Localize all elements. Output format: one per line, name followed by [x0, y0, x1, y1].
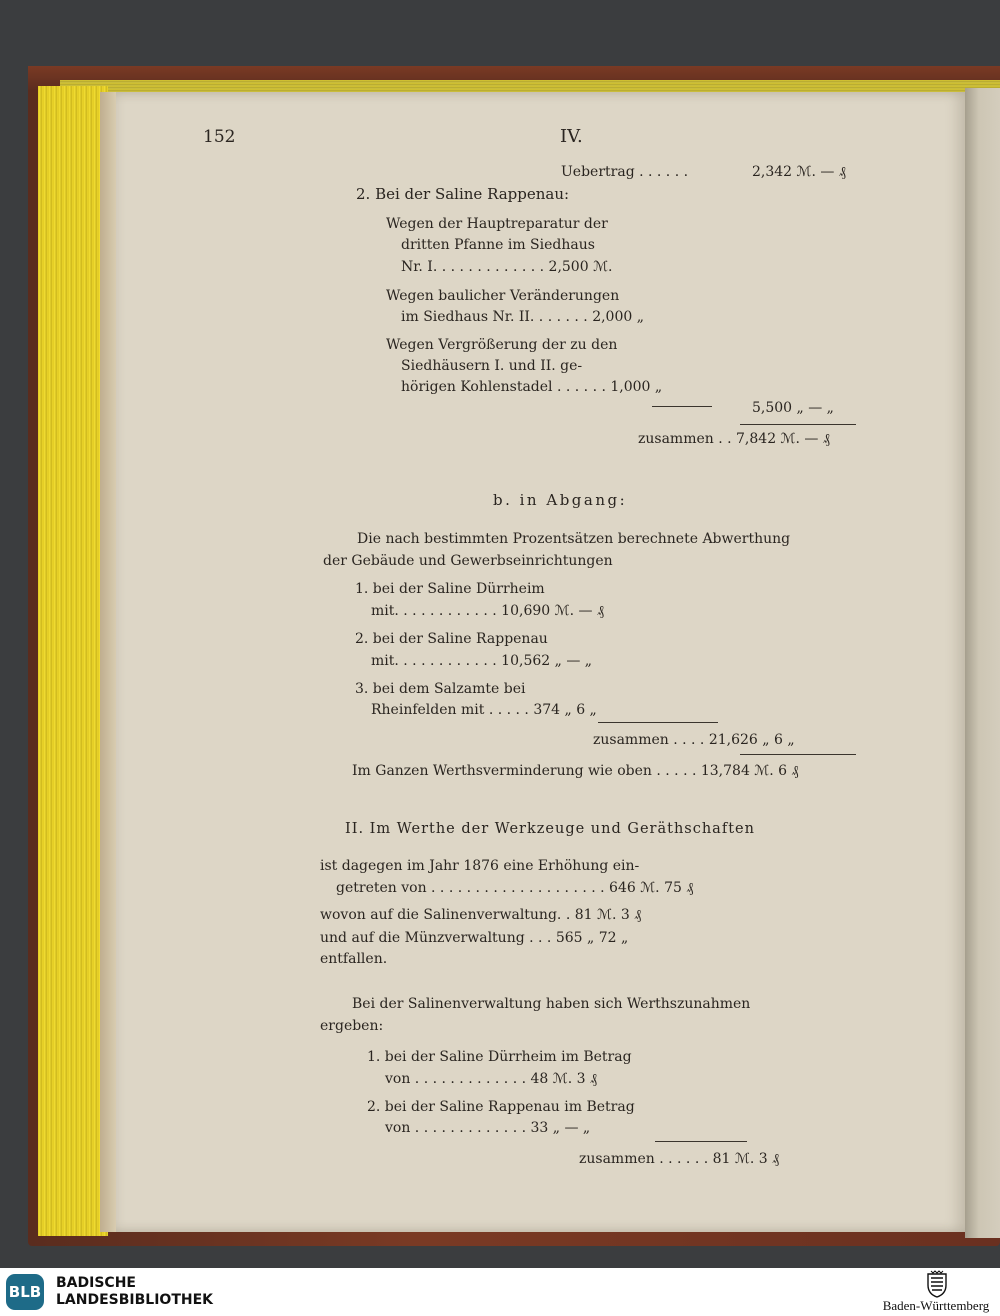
library-name-line2: LANDESBIBLIOTHEK: [56, 1292, 214, 1308]
library-name[interactable]: [56, 1275, 213, 1309]
section3-item2-value: von . . . . . . . . . . . . . 33 „ — „: [385, 1120, 591, 1136]
page-number: 152: [203, 127, 236, 147]
carry-value: 2,342 ℳ. — ₰: [752, 164, 846, 180]
section2-split-3: entfallen.: [320, 951, 388, 967]
abgang-item1-value: mit. . . . . . . . . . . . 10,690 ℳ. — ₰: [371, 603, 604, 619]
section-number: IV.: [560, 126, 583, 147]
item3-line3: hörigen Kohlenstadel . . . . . . 1,000 „: [401, 379, 663, 395]
abgang-item3-label: 3. bei dem Salzamte bei: [355, 681, 526, 697]
total-rule: [740, 424, 856, 425]
item2-line2: im Siedhaus Nr. II. . . . . . . 2,000 „: [401, 309, 644, 325]
item1-line3: Nr. I. . . . . . . . . . . . . 2,500 ℳ.: [401, 259, 613, 275]
abgang-intro-2: der Gebäude und Gewerbseinrichtungen: [323, 553, 613, 569]
page-edge-top: [60, 80, 1000, 92]
item2-line1: Wegen baulicher Veränderungen: [386, 288, 620, 304]
section2-split-2: und auf die Münzverwaltung . . . 565 „ 72 „: [320, 930, 629, 946]
section3-total: zusammen . . . . . . 81 ℳ. 3 ₰: [579, 1151, 780, 1167]
section3-item1-value: von . . . . . . . . . . . . . 48 ℳ. 3 ₰: [385, 1071, 598, 1087]
section2-line2: getreten von . . . . . . . . . . . . . . . . . . . . 646 ℳ. 75 ₰: [336, 880, 694, 896]
overall-reduction: Im Ganzen Werthsverminderung wie oben . . . . . 13,784 ℳ. 6 ₰: [352, 763, 799, 779]
abgang-total-rule: [740, 754, 856, 755]
section2-line1: ist dagegen im Jahr 1876 eine Erhöhung ein-: [320, 858, 640, 874]
abgang-item2-value: mit. . . . . . . . . . . . 10,562 „ — „: [371, 653, 593, 669]
rappenau-total: zusammen . . 7,842 ℳ. — ₰: [638, 431, 830, 447]
section3-rule: [655, 1141, 747, 1142]
blb-logo[interactable]: BLB: [6, 1274, 44, 1310]
abgang-intro-1: Die nach bestimmten Prozentsätzen berechnete Abwerthung: [357, 531, 791, 547]
section2-split-1: wovon auf die Salinenverwaltung. . 81 ℳ. 3 ₰: [320, 907, 642, 923]
page-edge-gilt: [38, 86, 108, 1236]
section3-item1-label: 1. bei der Saline Dürrheim im Betrag: [367, 1049, 632, 1065]
library-name-line1: BADISCHE: [56, 1275, 136, 1291]
section3-intro-2: ergeben:: [320, 1018, 384, 1034]
item3-line1: Wegen Vergrößerung der zu den: [386, 337, 618, 353]
abgang-heading: b. in Abgang:: [493, 491, 628, 509]
carry-label: Uebertrag . . . . . .: [561, 164, 689, 180]
facing-page-edge: [965, 88, 1000, 1238]
subtotal-rule: [652, 406, 712, 407]
item3-line2: Siedhäusern I. und II. ge-: [401, 358, 583, 374]
item1-line1: Wegen der Hauptreparatur der: [386, 216, 608, 232]
abgang-item1-label: 1. bei der Saline Dürrheim: [355, 581, 545, 597]
state-coat-of-arms-icon: [925, 1270, 949, 1298]
section2-heading: II. Im Werthe der Werkzeuge und Geräthschaften: [345, 821, 755, 837]
abgang-rule: [598, 722, 718, 723]
item1-line2: dritten Pfanne im Siedhaus: [401, 237, 595, 253]
page-gutter-shadow: [100, 92, 116, 1232]
section3-item2-label: 2. bei der Saline Rappenau im Betrag: [367, 1099, 635, 1115]
abgang-item3-value: Rheinfelden mit . . . . . 374 „ 6 „: [371, 702, 597, 718]
state-name: Baden-Württemberg: [882, 1298, 990, 1313]
abgang-item2-label: 2. bei der Saline Rappenau: [355, 631, 548, 647]
section3-intro-1: Bei der Salinenverwaltung haben sich Werthszunahmen: [352, 996, 751, 1012]
footer-bar: [0, 1268, 1000, 1316]
rappenau-heading: 2. Bei der Saline Rappenau:: [356, 185, 570, 203]
subtotal-value: 5,500 „ — „: [752, 400, 834, 416]
abgang-total: zusammen . . . . 21,626 „ 6 „: [593, 732, 795, 748]
